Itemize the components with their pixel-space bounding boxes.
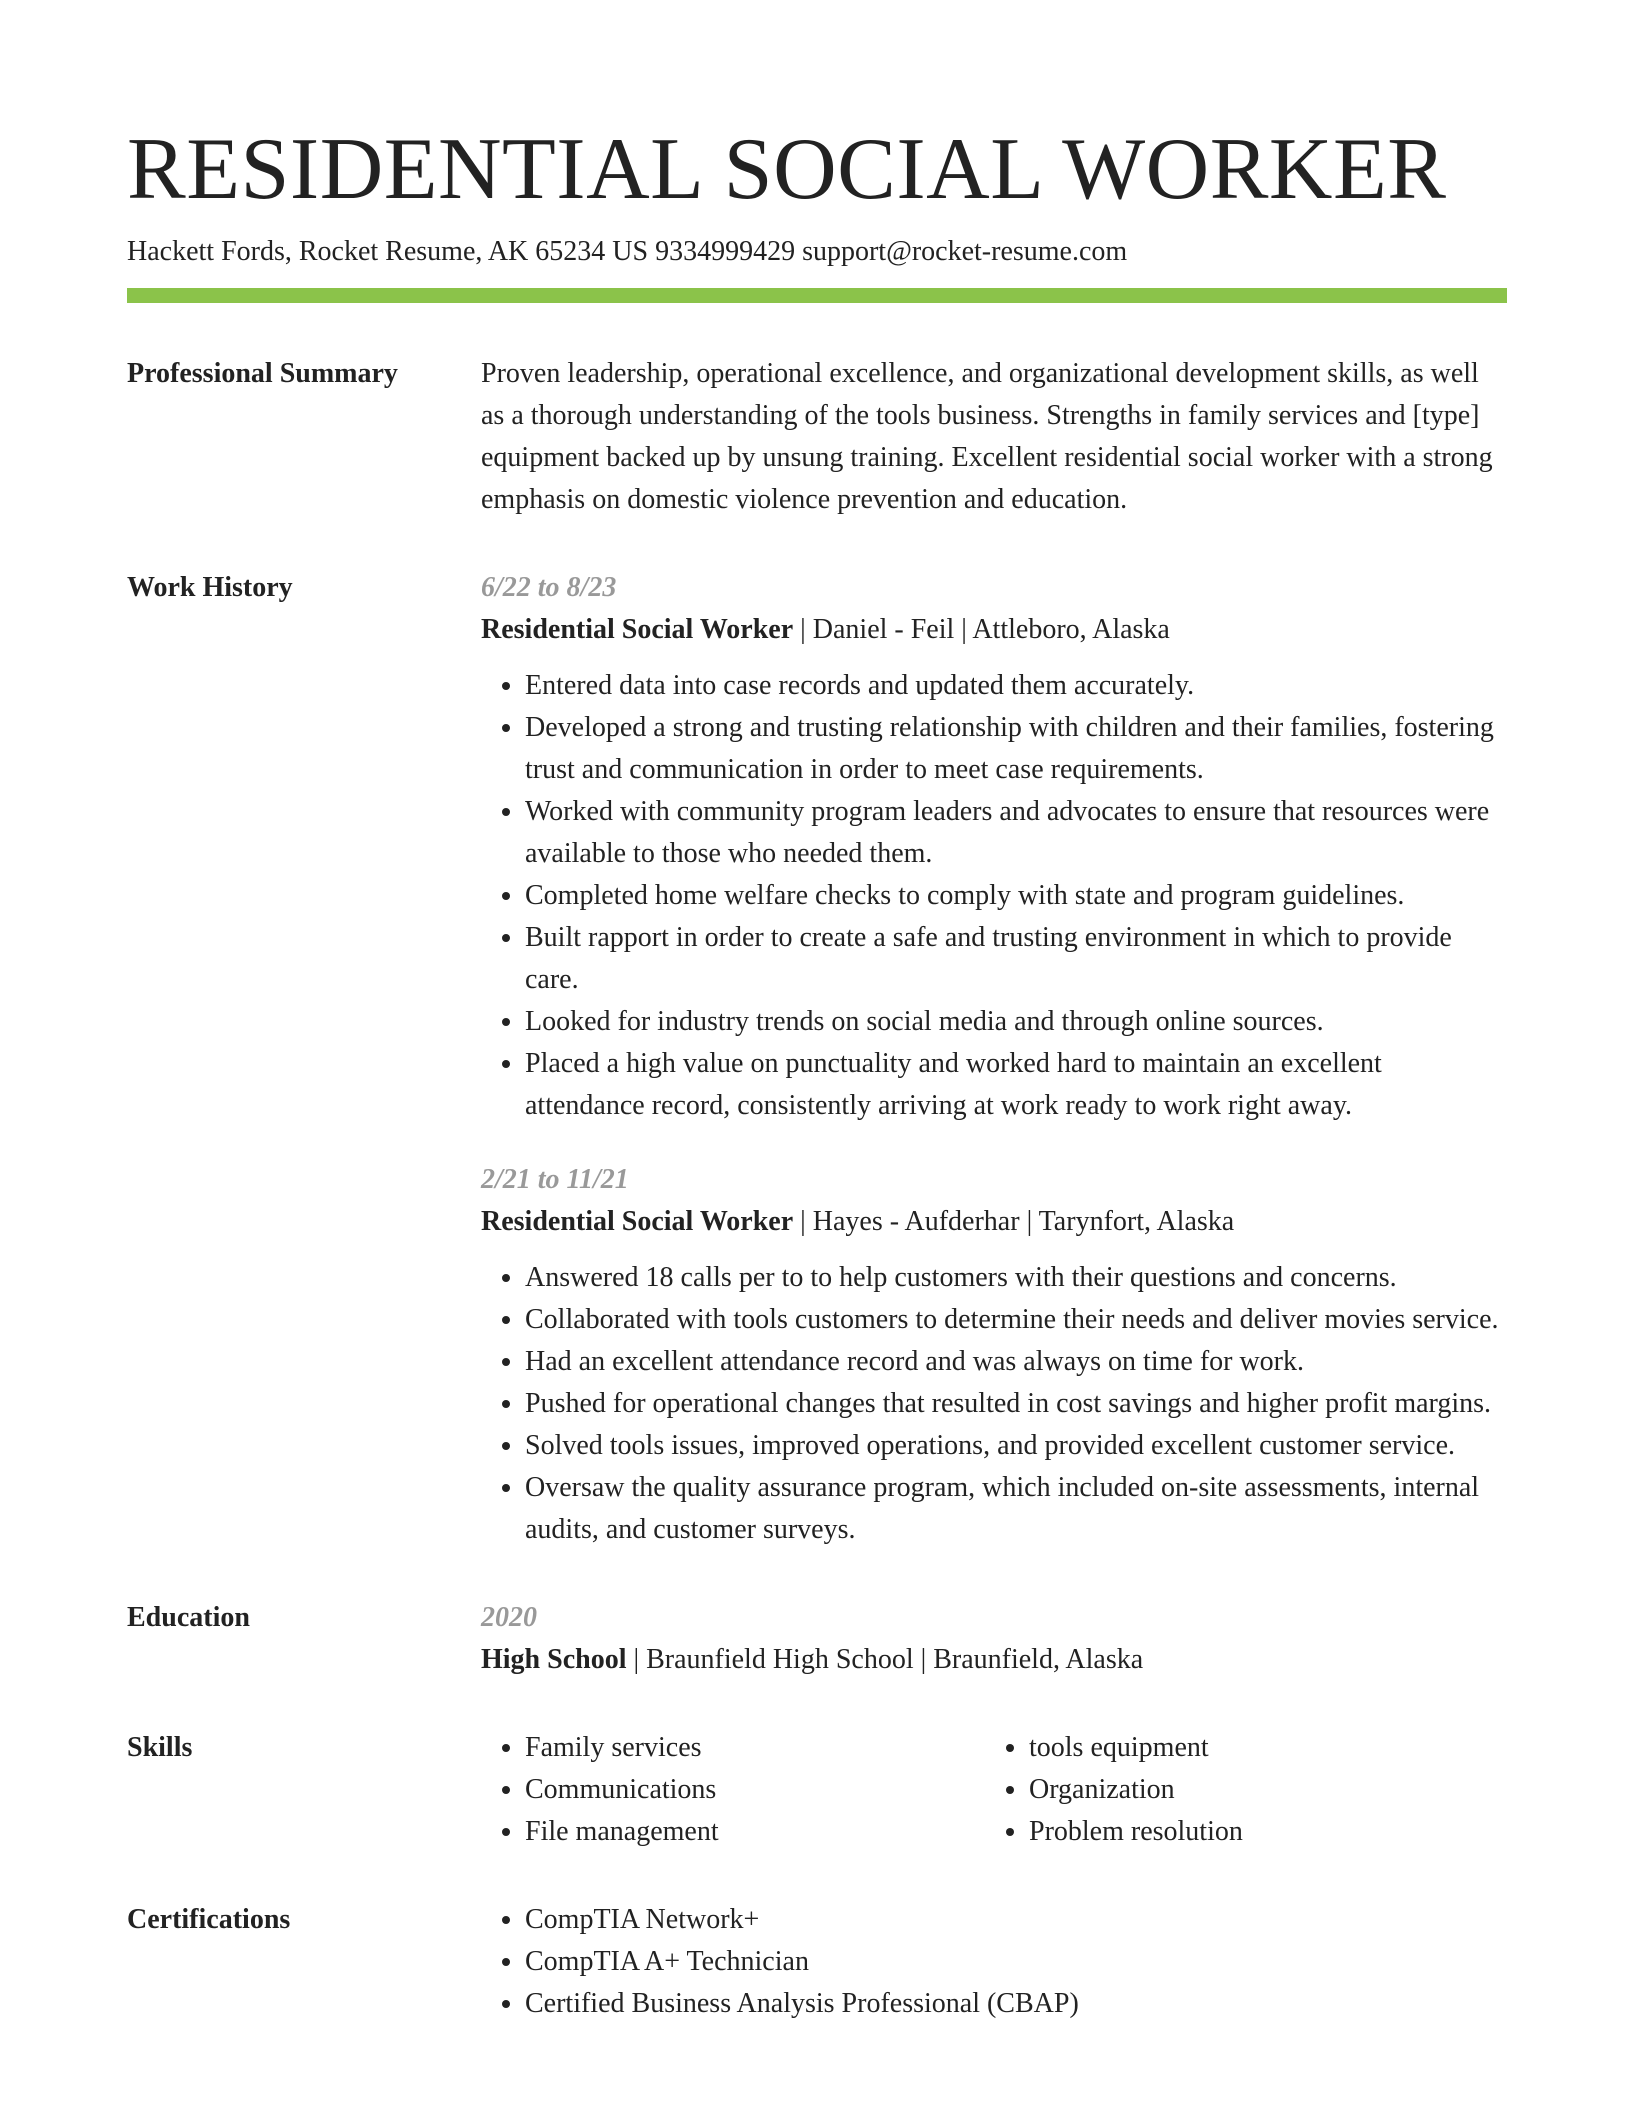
- job-dates: 6/22 to 8/23: [481, 572, 617, 603]
- education-year: 2020: [481, 1602, 537, 1633]
- education-degree: High School: [481, 1644, 627, 1675]
- certifications-list: [481, 1899, 1507, 2025]
- work-history-section: [127, 567, 1507, 1551]
- list-item: • Looked for industry trends on social media and through online sources.: [525, 1001, 1507, 1043]
- list-item: • Oversaw the quality assurance program, which included on-site assessments, internal audits, and customer surveys.: [525, 1467, 1507, 1551]
- list-item: • CompTIA Network+: [525, 1899, 1507, 1941]
- resume-page: [127, 118, 1507, 2025]
- job-bullets: [481, 1257, 1507, 1551]
- certifications-section: [127, 1899, 1507, 2025]
- list-item: • Communications: [525, 1769, 985, 1811]
- list-item: • Worked with community program leaders and advocates to ensure that resources were available to those who needed them.: [525, 791, 1507, 875]
- contact-email: support@rocket-resume.com: [802, 236, 1128, 267]
- skills-list-right: [985, 1727, 1507, 1853]
- list-item: • Built rapport in order to create a safe and trusting environment in which to provide care.: [525, 917, 1507, 1001]
- summary-section: [127, 353, 1507, 521]
- job-details: | Daniel - Feil | Attleboro, Alaska: [793, 614, 1170, 645]
- list-item: • Developed a strong and trusting relationship with children and their families, fostering trust and communication in order to meet case requirements.: [525, 707, 1507, 791]
- job-details: | Hayes - Aufderhar | Tarynfort, Alaska: [793, 1206, 1235, 1237]
- list-item: • CompTIA A+ Technician: [525, 1941, 1507, 1983]
- list-item: • Solved tools issues, improved operations, and provided excellent customer service.: [525, 1425, 1507, 1467]
- job-bullets: [481, 665, 1507, 1127]
- section-label: Certifications: [127, 1904, 291, 1935]
- skills-section: [127, 1727, 1507, 1853]
- section-label: Professional Summary: [127, 358, 398, 389]
- job-entry: [481, 1159, 1507, 1551]
- education-details: | Braunfield High School | Braunfield, Alaska: [626, 1644, 1144, 1675]
- header-divider: [127, 288, 1507, 303]
- list-item: • Family services: [525, 1727, 985, 1769]
- job-title-line: [481, 1201, 1507, 1243]
- job-dates: 2/21 to 11/21: [481, 1164, 629, 1195]
- section-label: Skills: [127, 1732, 193, 1763]
- list-item: • Entered data into case records and updated them accurately.: [525, 665, 1507, 707]
- list-item: • Pushed for operational changes that resulted in cost savings and higher profit margins.: [525, 1383, 1507, 1425]
- list-item: • Problem resolution: [1029, 1811, 1507, 1853]
- resume-title: RESIDENTIAL SOCIAL WORKER: [127, 121, 1447, 218]
- list-item: • Had an excellent attendance record and was always on time for work.: [525, 1341, 1507, 1383]
- list-item: • Answered 18 calls per to to help customers with their questions and concerns.: [525, 1257, 1507, 1299]
- contact-phone: 9334999429: [655, 236, 796, 267]
- list-item: • Certified Business Analysis Professional (CBAP): [525, 1983, 1507, 2025]
- education-line: [481, 1639, 1507, 1681]
- list-item: • Completed home welfare checks to comply with state and program guidelines.: [525, 875, 1507, 917]
- contact-address: Hackett Fords, Rocket Resume, AK 65234 US: [127, 236, 649, 267]
- summary-text: Proven leadership, operational excellence, and organizational development skills, as well as a thorough understanding of the tools business. Strengths in family services and [type] equipment backed up by unsung training. Excellent residential social worker with a strong emphasis on domestic violence prevention and education.: [481, 358, 1493, 515]
- list-item: • Organization: [1029, 1769, 1507, 1811]
- list-item: • tools equipment: [1029, 1727, 1507, 1769]
- section-label: Work History: [127, 572, 293, 603]
- contact-line: [127, 232, 1507, 272]
- section-label: Education: [127, 1602, 250, 1633]
- job-title: Residential Social Worker: [481, 1206, 794, 1237]
- job-title: Residential Social Worker: [481, 614, 794, 645]
- job-entry: [481, 567, 1507, 1127]
- list-item: • File management: [525, 1811, 985, 1853]
- skills-list-left: [481, 1727, 985, 1853]
- job-title-line: [481, 609, 1507, 651]
- list-item: • Placed a high value on punctuality and worked hard to maintain an excellent attendance record, consistently arriving at work ready to work right away.: [525, 1043, 1507, 1127]
- list-item: • Collaborated with tools customers to determine their needs and deliver movies service.: [525, 1299, 1507, 1341]
- education-section: [127, 1597, 1507, 1681]
